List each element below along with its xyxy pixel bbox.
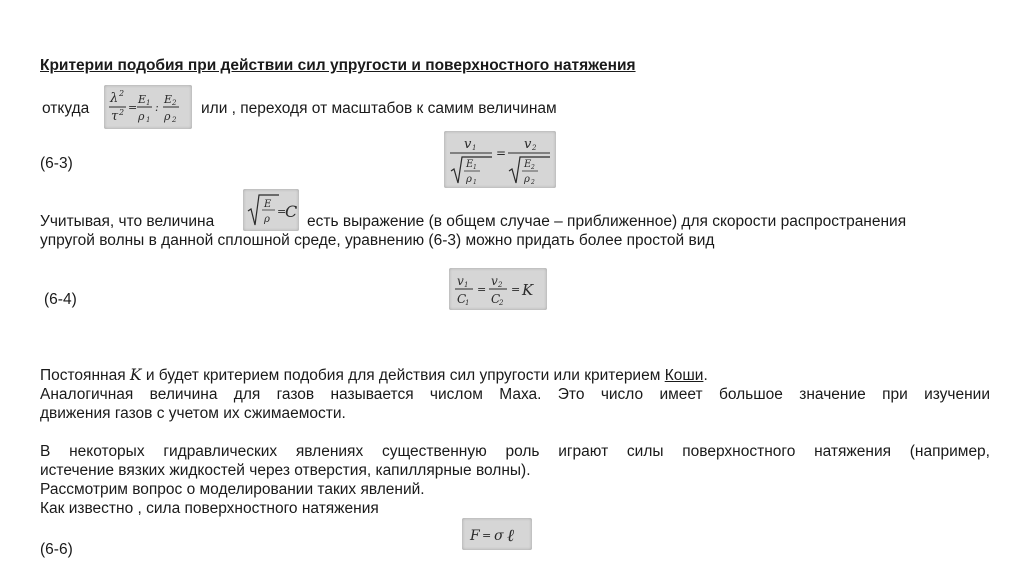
svg-text:E: E xyxy=(138,93,147,106)
text-as-known: Как известно , сила поверхностного натяжения xyxy=(40,500,379,517)
svg-text:ρ: ρ xyxy=(466,173,472,185)
svg-text:=: = xyxy=(477,283,487,296)
svg-text:C: C xyxy=(285,202,297,221)
svg-text:=: = xyxy=(277,205,287,218)
equation-label-6-3: (6-3) xyxy=(40,155,73,172)
text-considering: Учитывая, что величина xyxy=(40,213,215,230)
svg-text:=: = xyxy=(128,101,138,114)
text-mach-line2: движения газов с учетом их сжимаемости. xyxy=(40,405,346,422)
section-title: Критерии подобия при действии сил упругости и поверхностного натяжения xyxy=(40,57,636,74)
svg-text:v: v xyxy=(524,136,532,152)
svg-text:τ: τ xyxy=(111,109,119,124)
text-is-expression: есть выражение (в общем случае – приближенное) для скорости распространения xyxy=(307,213,907,230)
text-constant: Постоянная xyxy=(40,367,126,384)
svg-text:v: v xyxy=(457,274,464,288)
svg-text:1: 1 xyxy=(464,281,469,289)
formula-scale-ratio-image xyxy=(104,85,192,129)
svg-text:2: 2 xyxy=(172,99,177,107)
svg-text:2: 2 xyxy=(531,163,535,171)
symbol-k: K xyxy=(129,366,142,384)
svg-text:E: E xyxy=(466,158,474,170)
svg-text::: : xyxy=(155,101,159,114)
text-whence: откуда xyxy=(42,100,90,117)
text-criterion: и будет критерием подобия для действия сил упругости или критерием xyxy=(145,367,661,384)
svg-text:=: = xyxy=(482,529,492,542)
link-cauchy[interactable]: Коши xyxy=(664,367,704,384)
svg-text:ρ: ρ xyxy=(138,110,145,123)
svg-text:λ: λ xyxy=(110,91,119,106)
equation-label-6-4: (6-4) xyxy=(44,291,77,308)
text-or-transition: или , переходя от масштабов к самим величинам xyxy=(201,100,557,117)
svg-text:1: 1 xyxy=(472,143,477,152)
svg-text:2: 2 xyxy=(119,89,125,98)
svg-text:2: 2 xyxy=(172,116,177,124)
text-constant-k xyxy=(40,366,708,385)
svg-text:2: 2 xyxy=(498,281,503,289)
formula-6-4-image xyxy=(449,268,547,310)
svg-text:1: 1 xyxy=(473,163,477,171)
svg-text:E: E xyxy=(164,93,173,106)
text-elastic-wave: упругой волны в данной сплошной среде, уравнению (6-3) можно придать более простой вид xyxy=(40,232,715,249)
svg-text:2: 2 xyxy=(532,143,537,152)
svg-text:E: E xyxy=(264,199,272,210)
text-consider-modeling: Рассмотрим вопрос о моделировании таких явлений. xyxy=(40,481,425,498)
svg-text:1: 1 xyxy=(465,299,470,307)
svg-text:v: v xyxy=(464,136,472,152)
svg-text:1: 1 xyxy=(473,178,477,186)
svg-text:1: 1 xyxy=(146,116,151,124)
formula-6-3-image xyxy=(444,131,556,188)
text-period: . xyxy=(703,367,708,384)
svg-text:1: 1 xyxy=(146,99,151,107)
svg-text:v: v xyxy=(491,274,498,288)
text-surface-tension-line1: В некоторых гидравлических явлениях существенную роль играют силы поверхностного натяжения (например, xyxy=(40,443,990,460)
formula-sqrt-e-rho-image xyxy=(243,189,299,231)
svg-text:2: 2 xyxy=(119,108,125,117)
svg-text:ρ: ρ xyxy=(264,214,270,225)
svg-text:σ: σ xyxy=(494,528,504,544)
svg-text:ℓ: ℓ xyxy=(507,526,515,546)
svg-text:=: = xyxy=(511,283,521,296)
equation-label-6-6: (6-6) xyxy=(40,541,73,558)
svg-text:C: C xyxy=(491,292,501,306)
svg-text:K: K xyxy=(522,281,534,299)
svg-text:2: 2 xyxy=(531,178,535,186)
svg-text:ρ: ρ xyxy=(524,173,530,185)
svg-text:E: E xyxy=(524,158,532,170)
formula-6-6-image xyxy=(462,518,532,550)
svg-text:ρ: ρ xyxy=(164,110,171,123)
text-surface-tension-line2: истечение вязких жидкостей через отверстия, капиллярные волны). xyxy=(40,462,531,479)
svg-text:F: F xyxy=(470,528,480,544)
svg-text:C: C xyxy=(457,292,467,306)
text-mach-line1: Аналогичная величина для газов называется числом Маха. Это число имеет большое значение при изучении xyxy=(40,386,990,403)
svg-text:=: = xyxy=(496,145,507,160)
svg-text:2: 2 xyxy=(499,299,504,307)
